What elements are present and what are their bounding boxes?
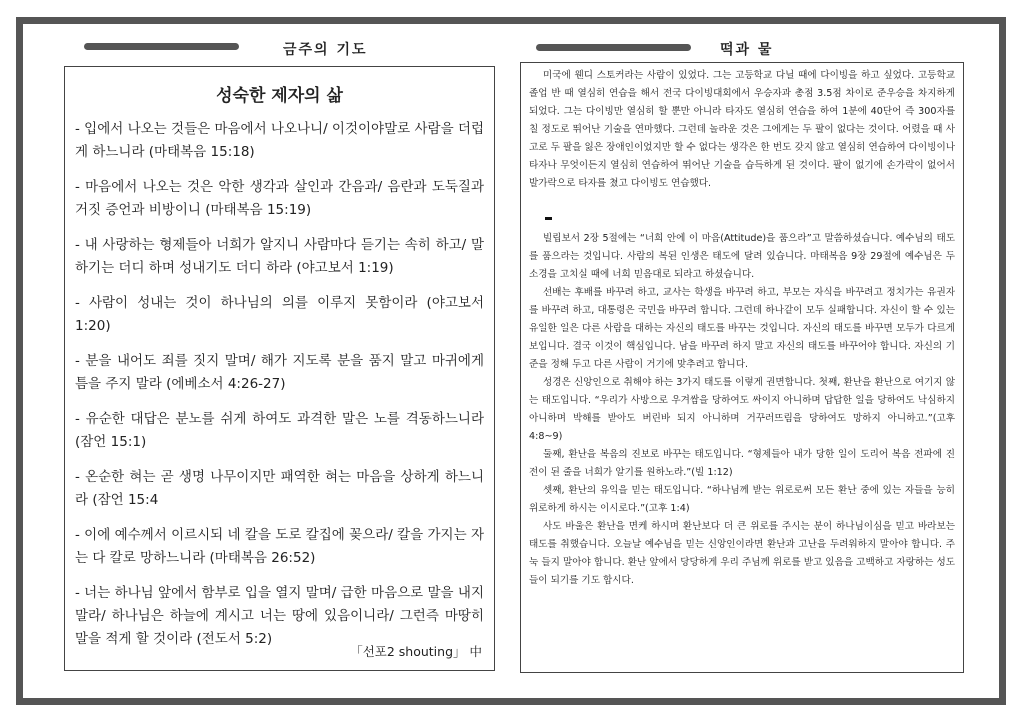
verse-item: - 사람이 성내는 것이 하나님의 의를 이루지 못함이라 (야고보서 1:20) <box>75 295 484 334</box>
article-paragraph: 성경은 신앙인으로 취해야 하는 3가지 태도를 이렇게 권면합니다. 첫째, 환난을 환난으로 여기지 않는 태도입니다. “우리가 사방으로 우겨쌈을 당하여도 싸이지 아니하며 답답한 일을 당하여도 낙심하지 아니하며 박해를 받아도 버린바 되지 아니하며 거꾸러뜨림을 당하여도 망하지 아니하고.”(고후 4:8~9) <box>529 377 955 442</box>
article-paragraph: 선배는 후배를 바꾸려 하고, 교사는 학생을 바꾸려 하고, 부모는 자식을 바꾸려고 정치가는 유권자를 바꾸려 하고, 대통령은 국민을 바꾸려 합니다. 그런데 하나같이 모두 실패합니다. 자신이 할 수 있는 유일한 일은 다른 사람을 대하는 자신의 태도를 바꾸는 것입니다. 자신의 태도를 바꾸면 모두가 다르게 보입니다. 결국 이것이 핵심입니다. 남을 바꾸려 하지 말고 자신의 태도를 바꾸어야 합니다. 자신의 기준을 정해 두고 다른 사람이 거기에 맞추려고 합니다. <box>529 287 955 370</box>
right-column-title: 떡과 물 <box>720 42 774 58</box>
verse-item: - 내 사랑하는 형제들아 너희가 알지니 사람마다 듣기는 속히 하고/ 말하기는 더디 하며 성내기도 더디 하라 (야고보서 1:19) <box>75 237 484 276</box>
verse-item: - 분을 내어도 죄를 짓지 말며/ 해가 지도록 분을 품지 말고 마귀에게 틈을 주지 말라 (에베소서 4:26-27) <box>75 353 484 392</box>
verse-item: - 유순한 대답은 분노를 쉬게 하여도 과격한 말은 노를 격동하느니라 (잠언 15:1) <box>75 411 484 450</box>
verse-item: - 입에서 나오는 것들은 마음에서 나오나니/ 이것이야말로 사람을 더럽게 하느니라 (마태복음 15:18) <box>75 121 484 160</box>
left-column-title: 금주의 기도 <box>283 42 368 58</box>
verse-item: - 너는 하나님 앞에서 함부로 입을 열지 말며/ 급한 마음으로 말을 내지 말라/ 하나님은 하늘에 계시고 너는 땅에 있음이니라/ 그런즉 마땅히 말을 적게 할 것이라 (전도서 5:2) <box>75 585 484 647</box>
section-marker <box>545 217 552 220</box>
source-citation: 「선포2 shouting」 中 <box>350 644 482 659</box>
article-paragraph: 사도 바울은 환난을 면케 하시며 환난보다 더 큰 위로를 주시는 분이 하나님이심을 믿고 바라보는 태도를 취했습니다. 오늘날 예수님을 믿는 신앙인이라면 환난과 고난을 두려워하지 말아야 합니다. 주눅 들지 말아야 합니다. 환난 앞에서 당당하게 우리 주님께 위로를 받고 있음을 고백하고 자랑하는 성도들이 되기를 기도 합시다. <box>529 521 955 586</box>
verse-list <box>65 118 494 651</box>
article-paragraph: 미국에 웬디 스토커라는 사람이 있었다. 그는 고등학교 다닐 때에 다이빙을 하고 싶었다. 고등학교 졸업 반 때 열심히 연습을 해서 전국 다이빙대회에서 우승자과 총점 3.5점 차이로 준우승을 차지하게 되었다. 그는 다이빙만 열심히 할 뿐만 아니라 타자도 열심히 연습을 하여 1분에 40단어 즉 300자를 칠 정도로 뛰어난 기술을 연마했다. 그런데 놀라운 것은 그에게는 두 팔이 없다는 것이다. 어렸을 때 사고로 두 팔을 잃은 장애인이었지만 할 수 없다는 생각은 한 번도 갖지 않고 열심히 연습하여 다이빙이나 타자나 무엇이든지 열심히 연습하여 뛰어난 기술을 습득하게 된 것이다. 팔이 없기에 손가락이 없어서 발가락으로 타자를 쳤고 다이빙도 연습했다. <box>529 70 955 189</box>
verse-item: - 온순한 혀는 곧 생명 나무이지만 패역한 혀는 마음을 상하게 하느니라 (잠언 15:4 <box>75 469 484 508</box>
article-paragraph: 빌립보서 2장 5절에는 “너희 안에 이 마음(Attitude)을 품으라”고 말씀하셨습니다. 예수님의 태도를 품으라는 것입니다. 사람의 복된 인생은 태도에 달려 있습니다. 마태복음 9장 29절에 예수님은 두 소경을 고치실 때에 너희 믿음대로 되라고 하셨습니다. <box>529 233 955 280</box>
left-header-bar <box>84 43 239 50</box>
right-header-bar <box>536 44 691 51</box>
prayer-title: 성숙한 제자의 삶 <box>216 86 343 106</box>
article-paragraph: 둘째, 환난을 복음의 진보로 바꾸는 태도입니다. “형제들아 내가 당한 일이 도리어 복음 전파에 진전이 된 줄을 너희가 알기를 원하노라.”(빌 1:12) <box>529 449 955 478</box>
verse-item: - 마음에서 나오는 것은 악한 생각과 살인과 간음과/ 음란과 도둑질과 거짓 증언과 비방이니 (마태복음 15:19) <box>75 179 484 218</box>
article-paragraph: 셋째, 환난의 유익을 믿는 태도입니다. “하나님께 받는 위로로써 모든 환난 중에 있는 자들을 능히 위로하게 하시는 이시로다.”(고후 1:4) <box>529 485 955 514</box>
verse-item: - 이에 예수께서 이르시되 네 칼을 도로 칼집에 꽂으라/ 칼을 가지는 자는 다 칼로 망하느니라 (마태복음 26:52) <box>75 527 484 566</box>
article-box <box>520 62 964 673</box>
prayer-box <box>64 66 495 671</box>
